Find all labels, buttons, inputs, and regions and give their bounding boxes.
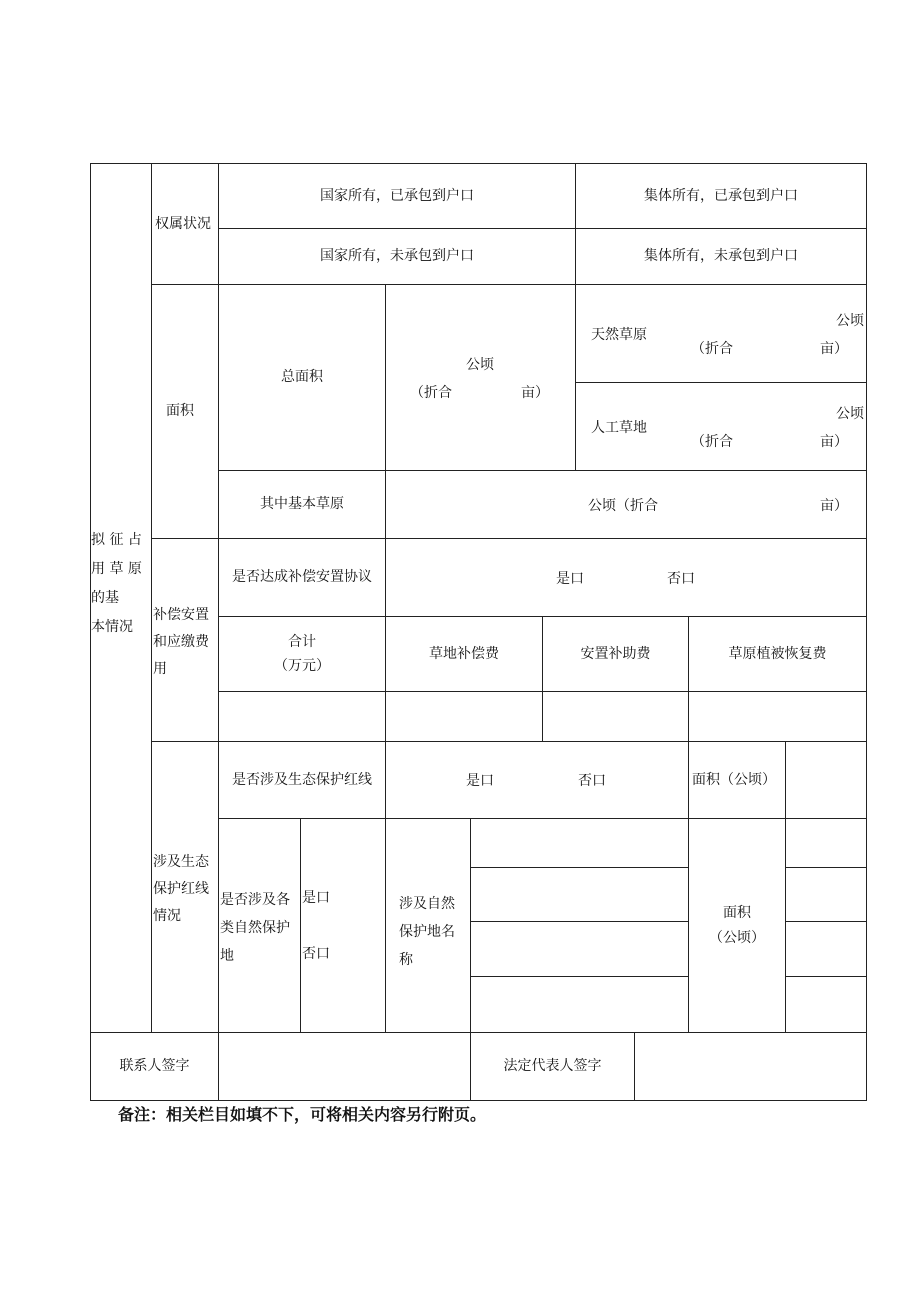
agreement-no-checkbox[interactable]: 否口 xyxy=(667,571,695,587)
reserve-area-label: 面积 （公顷） xyxy=(688,818,786,1033)
reserve-no-checkbox[interactable]: 否口 xyxy=(302,946,330,962)
section-line: 本情况 xyxy=(91,619,133,635)
natural-mu: 亩） xyxy=(820,341,848,357)
total-cost-input[interactable] xyxy=(218,691,386,742)
state-contracted-option[interactable]: 国家所有，已承包到户口 xyxy=(218,163,576,229)
ownership-label: 权属状况 xyxy=(151,163,219,285)
artificial-grassland-label: 人工草地 xyxy=(591,420,647,436)
natural-unit: 公顷 xyxy=(836,313,864,329)
natural-grassland-label: 天然草原 xyxy=(591,327,647,343)
area-label: 面积 xyxy=(151,284,219,539)
reserve-area-input-4[interactable] xyxy=(785,976,867,1033)
redline-options xyxy=(385,741,689,819)
ecology-label: 涉及生态 保护红线 情况 xyxy=(153,854,209,924)
redline-area-label: 面积（公顷） xyxy=(688,741,786,819)
basic-value-prefix: 公顷（折合 xyxy=(588,498,658,514)
agreement-yes-checkbox[interactable]: 是口 xyxy=(556,571,584,587)
compensation-label: 补偿安置 和应缴费 用 xyxy=(153,607,209,677)
reserve-area-input-3[interactable] xyxy=(785,921,867,977)
section-line: 用 草 原 xyxy=(91,561,142,577)
section-line: 拟 征 占 xyxy=(91,532,142,548)
reserve-question: 是否涉及各 类自然保护 地 xyxy=(220,892,290,964)
contact-signature-field[interactable] xyxy=(218,1032,471,1101)
state-uncontracted-option[interactable]: 国家所有，未承包到户口 xyxy=(218,228,576,285)
total-area-zhehe: （折合 xyxy=(410,385,452,401)
resettle-fee-header: 安置补助费 xyxy=(542,616,689,692)
reserve-name-input-4[interactable] xyxy=(470,976,689,1033)
reserve-options xyxy=(300,818,386,1033)
agreement-options xyxy=(385,538,867,617)
redline-question: 是否涉及生态保护红线 xyxy=(218,741,386,819)
reserve-name-input-1[interactable] xyxy=(470,818,689,868)
restore-fee-input[interactable] xyxy=(688,691,867,742)
natural-zhehe: （折合 xyxy=(691,341,733,357)
reserve-name-input-2[interactable] xyxy=(470,867,689,922)
legal-rep-signature-label: 法定代表人签字 xyxy=(470,1032,635,1101)
total-area-field[interactable] xyxy=(385,284,576,471)
total-area-label: 总面积 xyxy=(218,284,386,471)
artificial-zhehe: （折合 xyxy=(691,434,733,450)
basic-value-suffix: 亩） xyxy=(820,498,848,514)
redline-yes-checkbox[interactable]: 是口 xyxy=(466,773,494,789)
collective-uncontracted-option[interactable]: 集体所有，未承包到户口 xyxy=(575,228,867,285)
reserve-area-input-1[interactable] xyxy=(785,818,867,868)
section-line: 的基 xyxy=(91,590,119,606)
restore-fee-header: 草原植被恢复费 xyxy=(688,616,867,692)
grass-fee-header: 草地补偿费 xyxy=(385,616,543,692)
agreement-question: 是否达成补偿安置协议 xyxy=(218,538,386,617)
grass-fee-input[interactable] xyxy=(385,691,543,742)
section-label xyxy=(91,526,142,642)
reserve-name-input-3[interactable] xyxy=(470,921,689,977)
basic-grassland-label: 其中基本草原 xyxy=(218,470,386,539)
total-area-mu: 亩） xyxy=(521,385,549,401)
total-cost-header: 合计 （万元） xyxy=(218,616,386,692)
contact-signature-label: 联系人签字 xyxy=(90,1032,219,1101)
legal-rep-signature-field[interactable] xyxy=(634,1032,867,1101)
reserve-area-input-2[interactable] xyxy=(785,867,867,922)
reserve-yes-checkbox[interactable]: 是口 xyxy=(302,890,330,906)
total-area-unit: 公顷 xyxy=(466,357,494,373)
collective-contracted-option[interactable]: 集体所有，已承包到户口 xyxy=(575,163,867,229)
reserve-name-label: 涉及自然 保护地名 称 xyxy=(399,896,455,968)
redline-no-checkbox[interactable]: 否口 xyxy=(578,773,606,789)
resettle-fee-input[interactable] xyxy=(542,691,689,742)
redline-area-input[interactable] xyxy=(785,741,867,819)
footnote: 备注：相关栏目如填不下，可将相关内容另行附页。 xyxy=(118,1105,487,1124)
artificial-unit: 公顷 xyxy=(836,406,864,422)
artificial-mu: 亩） xyxy=(820,434,848,450)
